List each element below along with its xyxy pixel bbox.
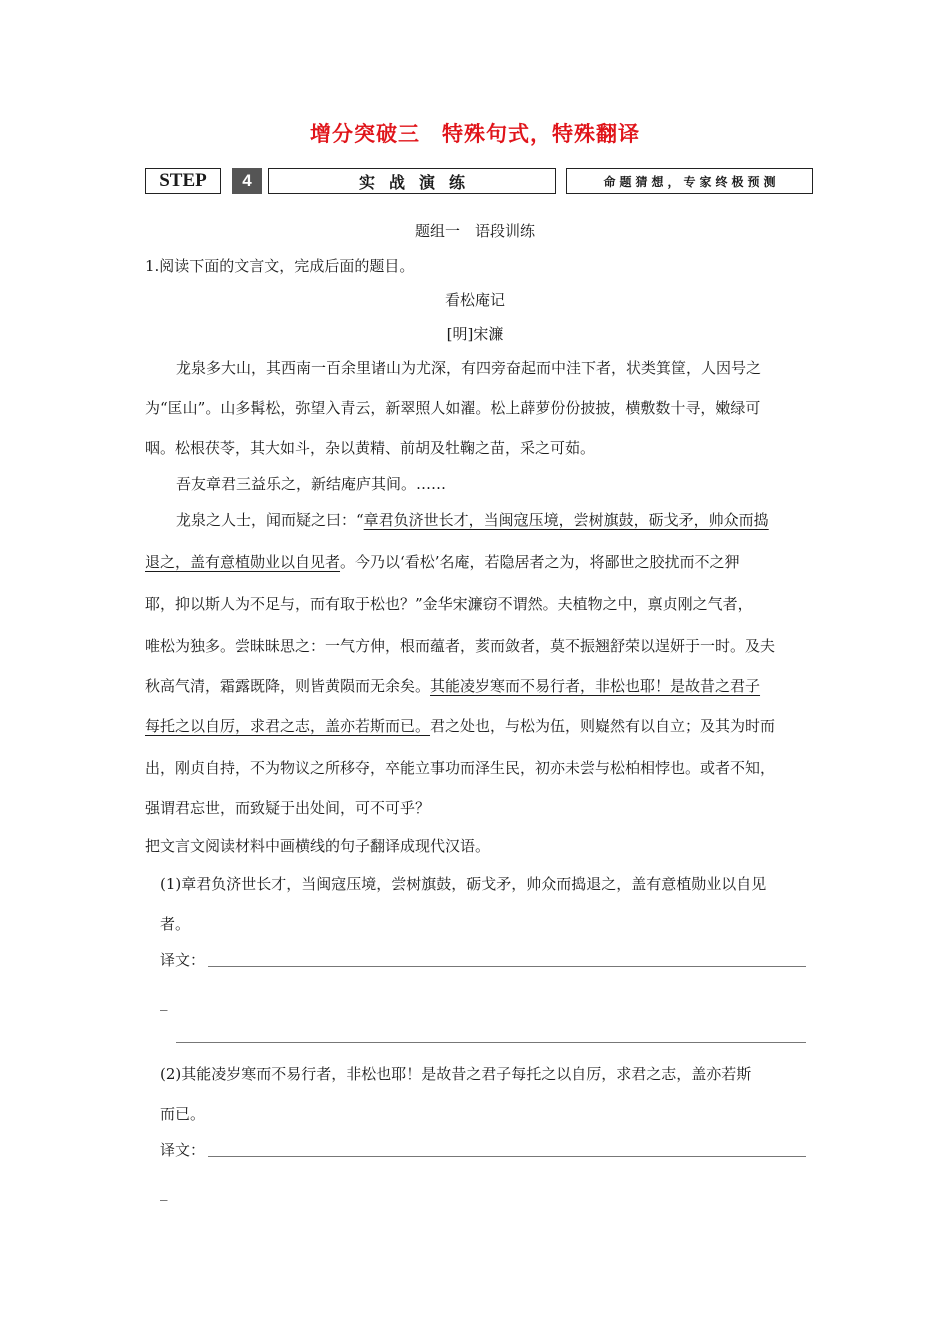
- passage-line: 龙泉多大山，其西南一百余里诸山为尤深，有四旁奋起而中洼下者，状类箕筐，人因号之: [176, 359, 762, 377]
- section-label: 实战演练: [268, 168, 556, 194]
- underlined-sentence: 每托之以自厉，求君之志，盖亦若斯而已。: [145, 717, 431, 735]
- passage-line: 出，刚贞自持，不为物议之所移夺，卒能立事功而泽生民，初亦未尝与松柏相悖也。或者不知，: [145, 759, 776, 777]
- step-label: STEP: [145, 168, 221, 194]
- underlined-sentence: 其能凌岁寒而不易行者，非松也耶！是故昔之君子: [430, 677, 761, 695]
- answer-field[interactable]: [208, 966, 806, 967]
- question-intro: 1.阅读下面的文言文，完成后面的题目。: [145, 257, 415, 275]
- question-item-1: (1)章君负济世长才，当闽寇压境，尝树旗鼓，砺戈矛，帅众而捣退之，盖有意植勋业以自见: [160, 875, 767, 893]
- passage-line: [176, 510, 769, 530]
- passage-line: [145, 676, 760, 696]
- passage-text: 龙泉之人士，闻而疑之曰：“: [176, 511, 364, 529]
- passage-line: [145, 552, 740, 572]
- answer-field[interactable]: [176, 1042, 806, 1043]
- underlined-sentence: 退之，盖有意植勋业以自见者: [145, 553, 341, 571]
- underlined-sentence: 章君负济世长才，当闽寇压境，尝树旗鼓，砺戈矛，帅众而捣: [363, 511, 769, 529]
- passage-line: 强谓君忘世，而致疑于出处间，可不可乎？: [145, 799, 431, 817]
- question-item-2-cont: 而已。: [160, 1105, 206, 1123]
- answer-label: 译文：: [160, 951, 206, 969]
- passage-line: [145, 716, 775, 736]
- blank-dash: _: [160, 1183, 168, 1201]
- passage-line: 咽。松根茯苓，其大如斗，杂以黄精、前胡及牡鞠之苗，采之可茹。: [145, 439, 596, 457]
- answer-label: 译文：: [160, 1141, 206, 1159]
- answer-field[interactable]: [208, 1156, 806, 1157]
- passage-line: 耶，抑以斯人为不足与，而有取于松也？”金华宋濂窃不谓然。夫植物之中，禀贞刚之气者，: [145, 595, 753, 613]
- passage-title: 看松庵记: [444, 291, 505, 309]
- tagline: 命题猜想，专家终极预测: [566, 168, 813, 194]
- page-title: 增分突破三 特殊句式，特殊翻译: [310, 122, 640, 146]
- passage-text: 。今乃以‘看松’名庵，若隐居者之为，将鄙世之胶扰而不之狎: [340, 553, 740, 571]
- passage-line: 为“匡山”。山多髯松，弥望入青云，新翠照人如濯。松上薜萝份份披披，横敷数十寻，嫩绿可: [145, 399, 761, 417]
- passage-text: 君之处也，与松为伍，则嶷然有以自立；及其为时而: [430, 717, 776, 735]
- instruction: 把文言文阅读材料中画横线的句子翻译成现代汉语。: [145, 837, 491, 855]
- passage-author: [明]宋濂: [446, 325, 504, 343]
- group-heading: 题组一 语段训练: [414, 222, 535, 240]
- blank-dash: _: [160, 993, 168, 1011]
- passage-line: 吾友章君三益乐之，新结庵庐其间。……: [176, 475, 447, 493]
- step-number: 4: [232, 168, 262, 194]
- question-item-1-cont: 者。: [160, 915, 191, 933]
- passage-text: 秋高气清，霜露既降，则皆黄陨而无余矣。: [145, 677, 431, 695]
- passage-line: 唯松为独多。尝昧昧思之：一气方伸，根而蕴者，荄而敛者，莫不振翘舒荣以逞妍于一时。及夫: [145, 637, 776, 655]
- question-item-2: (2)其能凌岁寒而不易行者，非松也耶！是故昔之君子每托之以自厉，求君之志，盖亦若斯: [160, 1065, 752, 1083]
